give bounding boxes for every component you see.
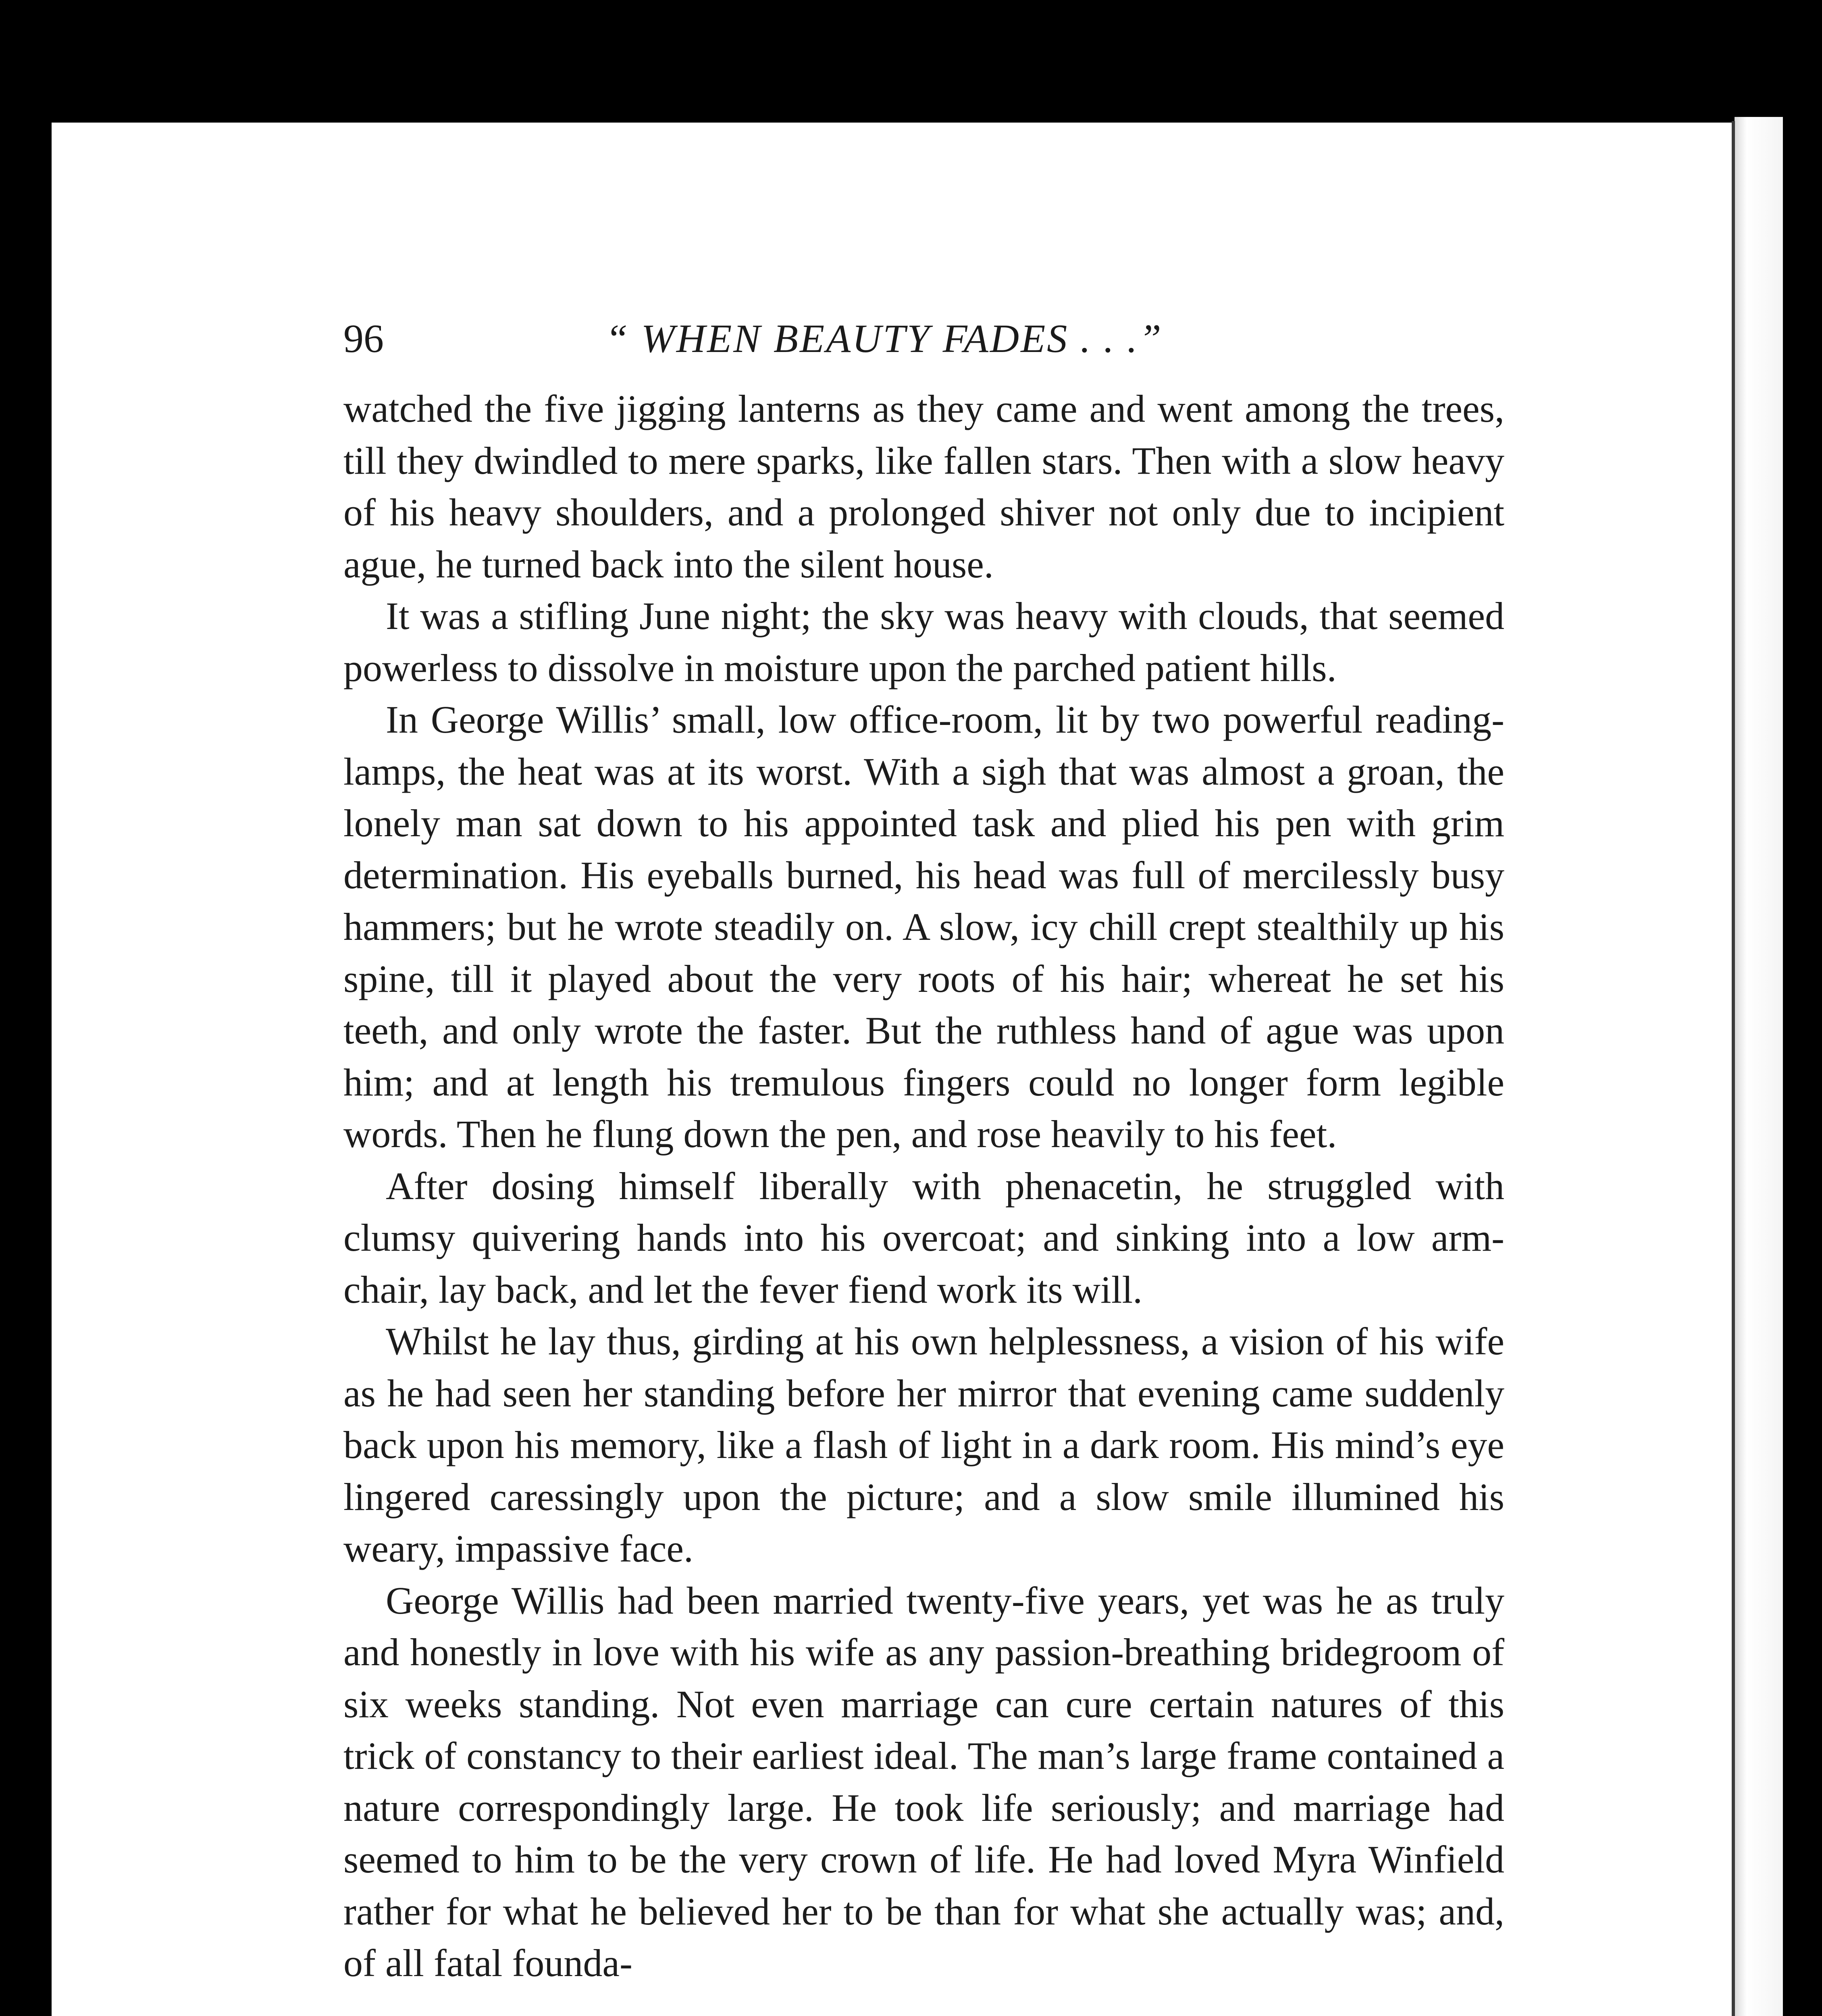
paragraph-4: After dosing himself liberally with phenacetin, he struggled with clumsy quivering hands into his overcoat; and sinking into a low arm-chair, lay back, and let the fever fiend work its will. bbox=[343, 1164, 1504, 1311]
paragraph-3: In George Willis’ small, low office-room, lit by two powerful reading-lamps, the heat was at its worst. With a sigh that was almost a groan, the lonely man sat down to his appointed task and plied his pen with grim determination. His eyeballs burned, his head was full of mercilessly busy hammers; but he wrote steadily on. A slow, icy chill crept stealthily up his spine, till it played about the very roots of his hair; whereat he set his teeth, and only wrote the faster. But the ruthless hand of ague was upon him; and at length his tremulous fingers could no longer form legible words. Then he flung down the pen, and rose heavily to his feet. bbox=[343, 698, 1504, 1156]
paragraph-2: It was a stifling June night; the sky was heavy with clouds, that seemed powerless to dissolve in moisture upon the parched patient hills. bbox=[343, 594, 1504, 689]
page-number: 96 bbox=[343, 316, 384, 361]
paragraph-1: watched the five jigging lanterns as they came and went among the trees, till they dwindled to mere sparks, like fallen stars. Then with a slow heavy of his heavy shoulders, and a prolonged shiver not only due to incipient ague, he turned back into the silent house. bbox=[343, 387, 1504, 586]
body-text bbox=[343, 383, 1504, 1989]
page-fold-shadow bbox=[1732, 121, 1735, 2016]
paragraph-6: George Willis had been married twenty-five years, yet was he as truly and honestly in love with his wife as any passion-breathing bridegroom of six weeks standing. Not even marriage can cure certain natures of this trick of constancy to their earliest ideal. The man’s large frame contained a nature correspondingly large. He took life seriously; and marriage had seemed to him to be the very crown of life. He had loved Myra Winfield rather for what he believed her to be than for what she actually was; and, of all fatal founda- bbox=[343, 1579, 1504, 1985]
chapter-title: “ WHEN BEAUTY FADES . . .” bbox=[605, 316, 1163, 361]
running-header bbox=[343, 310, 1512, 367]
facing-page-edge bbox=[1735, 117, 1783, 2016]
paragraph-5: Whilst he lay thus, girding at his own helplessness, a vision of his wife as he had seen her standing before her mirror that evening came suddenly back upon his memory, like a flash of light in a dark room. His mind’s eye lingered caressingly upon the picture; and a slow smile illumined his weary, impassive face. bbox=[343, 1320, 1504, 1570]
